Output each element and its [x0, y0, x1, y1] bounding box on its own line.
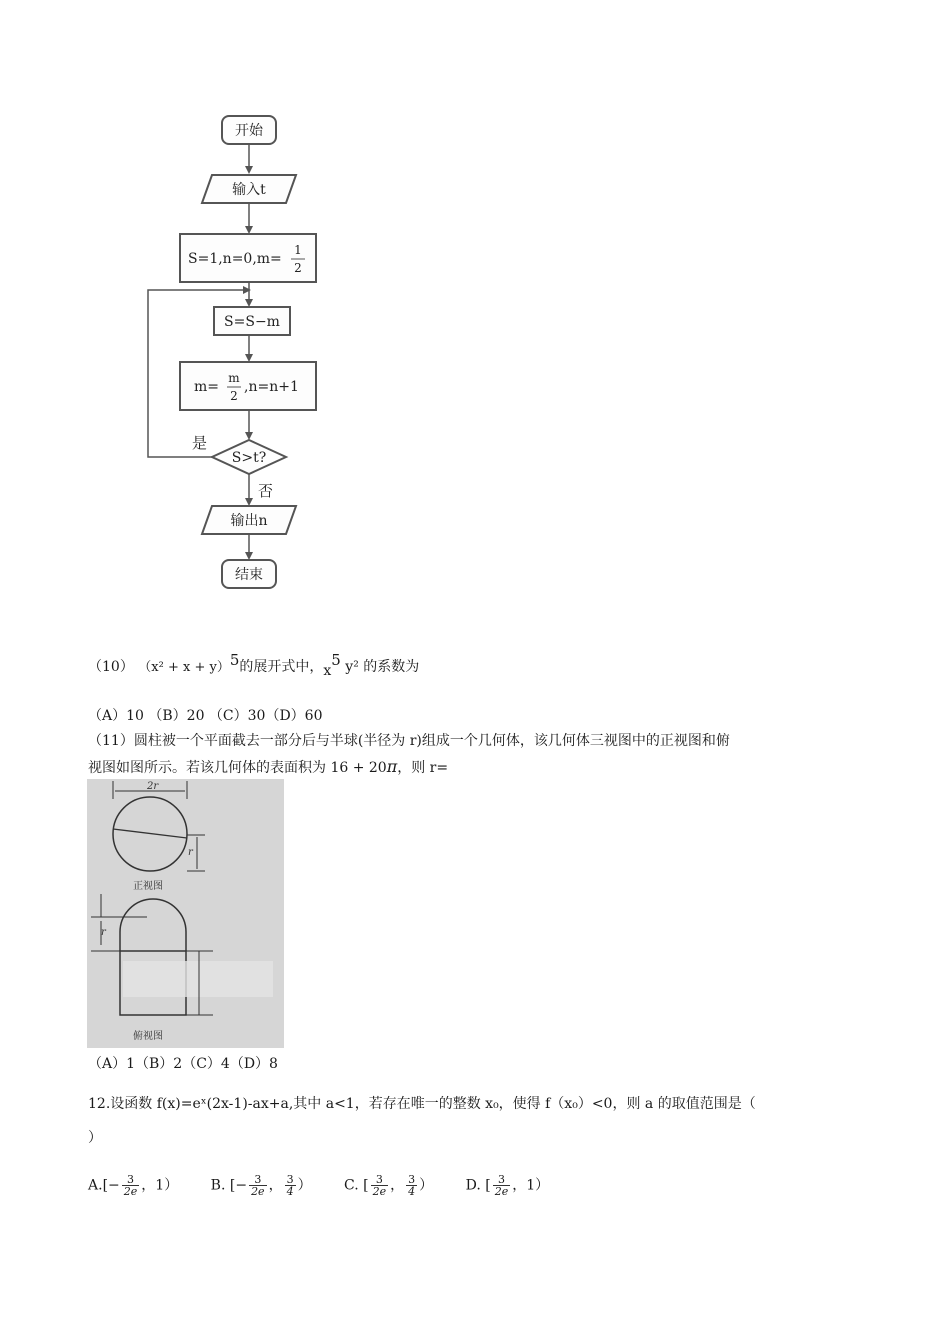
figure-dim-r-front: r: [188, 847, 193, 858]
q10-term-power: 5: [331, 651, 341, 669]
q11-line-1: （11）圆柱被一个平面截去一部分后与半球(半径为 r)组成一个几何体，该几何体三视图中的正视图和俯: [88, 733, 730, 749]
q12-line-1: 12.设函数 f(x)=eˣ(2x-1)-ax+a,其中 a<1，若存在唯一的整数 x₀，使得 f（x₀）<0，则 a 的取值范围是（: [88, 1096, 756, 1112]
q11-options: （A）1（B）2（C）4（D）8: [88, 1056, 278, 1072]
q12-line-2: ）: [88, 1130, 102, 1146]
flowchart-init-frac-num: 1: [294, 243, 302, 257]
q11-pi: π: [386, 757, 398, 776]
figure-dim-2r: 2r: [147, 781, 159, 792]
flowchart-update-m-frac-den: 2: [230, 389, 238, 403]
q10-term-y: y²: [345, 659, 359, 675]
flowchart-update-s-text: S=S−m: [224, 314, 280, 330]
arrow-head: [245, 226, 253, 234]
flowchart-condition-text: S>t?: [231, 450, 267, 466]
figure-front-view-label: 正视图: [133, 881, 163, 892]
flowchart-update-m-prefix: m=: [194, 379, 220, 395]
q10-number: （10）: [88, 659, 134, 675]
flowchart-no-label: 否: [258, 482, 274, 500]
q11-line-2: [88, 757, 448, 778]
arrow-head: [245, 166, 253, 174]
q12-option-c: C. [ $\frac{3}{2e}$ ， $\frac{3}{4}$ ）: [344, 1173, 434, 1198]
flowchart-yes-label: 是: [192, 434, 208, 452]
flowchart-start-text: 开始: [235, 123, 263, 139]
flowchart-input-text: 输入t: [232, 182, 266, 198]
q12-option-b: B. [− $\frac{3}{2e}$ ， $\frac{3}{4}$ ）: [210, 1173, 312, 1198]
q10-text-end: 的系数为: [358, 659, 420, 675]
arrow-head: [245, 299, 253, 307]
figure-dim-r-top: r: [101, 927, 106, 938]
q11-three-view-drawing: [87, 779, 284, 1048]
q10-stem: [88, 651, 420, 679]
q10-text-mid: 的展开式中，: [239, 659, 324, 675]
flowchart-end-text: 结束: [235, 567, 263, 583]
q12-option-d: D. [ $\frac{3}{2e}$ ，1）: [465, 1173, 550, 1198]
flowchart: [0, 0, 400, 600]
q11-three-view-figure: [87, 779, 284, 1048]
arrow-head: [245, 354, 253, 362]
flowchart-init-text: S=1,n=0,m=: [188, 251, 282, 267]
arrow-head: [245, 432, 253, 440]
q10-term-x: x: [323, 663, 332, 679]
flowchart-init-frac-den: 2: [294, 261, 302, 275]
flowchart-update-m-suffix: ,n=n+1: [244, 379, 299, 395]
q11-line-2-suffix: ，则 r=: [397, 760, 449, 776]
arrow-head: [245, 552, 253, 560]
q12-option-a: A.[− $\frac{3}{2e}$ ，1）: [88, 1173, 179, 1198]
flowchart-output-text: 输出n: [230, 513, 268, 529]
flowchart-update-m-frac-num: m: [228, 371, 240, 385]
q11-line-2-prefix: 视图如图所示。若该几何体的表面积为 16 + 20: [88, 760, 387, 776]
q10-options: （A）10 （B）20 （C）30（D）60: [88, 708, 323, 724]
figure-top-view-label: 俯视图: [133, 1031, 163, 1042]
arrow-head: [245, 498, 253, 506]
q10-expression: （x² + x + y）: [138, 660, 230, 675]
q12-options: [88, 1174, 549, 1197]
arrow-head: [243, 286, 251, 294]
q10-expression-power: 5: [229, 651, 240, 669]
